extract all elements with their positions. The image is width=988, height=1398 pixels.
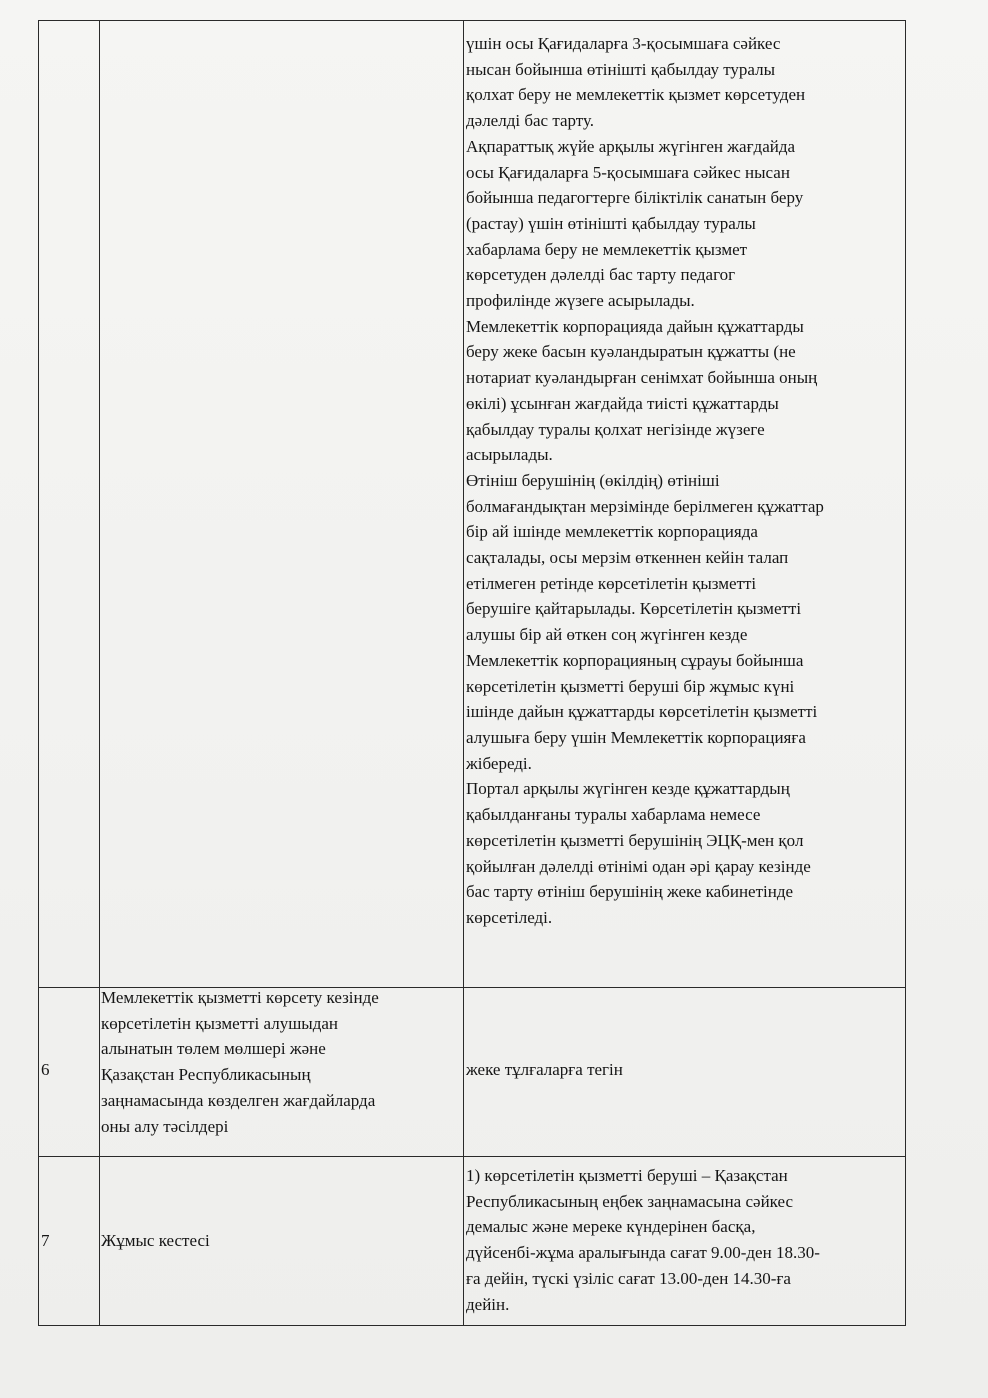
row-7-name: Жұмыс кестесі [101,1231,210,1250]
services-table [38,20,906,1326]
row-6-name: Мемлекеттік қызметті көрсету кезінде көрсетілетін қызметті алушыдан алынатын төлем мөлшері және Қазақстан Республикасының заңнамасында көзделген жағдайларда оны алу тәсілдері [101,988,379,1136]
row-5-description: үшін осы Қағидаларға 3-қосымшаға сәйкес нысан бойынша өтінішті қабылдау туралы қолхат беру не мемлекеттік қызмет көрсетуден дәлелді бас тарту. Ақпараттық жүйе арқылы жүгінген жағдайда осы Қағидаларға 5-қосымшаға сәйкес нысан бойынша педагогтерге біліктілік санатын беру (растау) үшін өтінішті қабылдау туралы хабарлама беру не мемлекеттік қызмет көрсетуден дәлелді бас тарту педагог профилінде жүзеге асырылады. Мемлекеттік корпорацияда дайын құжаттарды беру жеке басын куәландыратын құжатты (не нотариат куәландырған сенімхат бойынша оның өкілі) ұсынған жағдайда тиісті құжаттарды қабылдау туралы қолхат негізінде жүзеге асырылады. Өтініш берушінің (өкілдің) өтініші болмағандықтан мерзімінде берілмеген құжаттар бір ай ішінде мемлекеттік корпорацияда сақталады, осы мерзім өткеннен кейін талап етілмеген ретінде көрсетілетін қызметті берушіге қайтарылады. Көрсетілетін қызметті алушы бір ай өткен соң жүгінген кезде Мемлекеттік корпорацияның сұрауы бойынша көрсетілетін қызметті беруші бір жұмыс күні ішінде дайын құжаттарды көрсетілетін қызметті алушыға беру үшін Мемлекеттік корпорацияға жібереді. Портал арқылы жүгінген кезде құжаттардың қабылданғаны туралы хабарлама немесе көрсетілетін қызметті берушінің ЭЦҚ-мен қол қойылған дәлелді өтінімі одан әрі қарау кезінде бас тарту өтініш берушінің жеке кабинетінде көрсетіледі. [466,34,824,927]
row-6-number: 6 [41,1060,50,1079]
row-7-description: 1) көрсетілетін қызметті беруші – Қазақстан Республикасының еңбек заңнамасына сәйкес демалыс және мереке күндерінен басқа, дүйсенбі-жұма аралығында сағат 9.00-ден 18.30- ға дейін, түскі үзіліс сағат 13.00-ден 14.30-ға дейін. [466,1166,820,1314]
row-divider-6-7 [39,1156,905,1157]
row-7-number: 7 [41,1231,50,1250]
row-6-description: жеке тұлғаларға тегін [466,1060,623,1079]
column-divider-number [99,21,100,1325]
column-divider-name [463,21,464,1325]
